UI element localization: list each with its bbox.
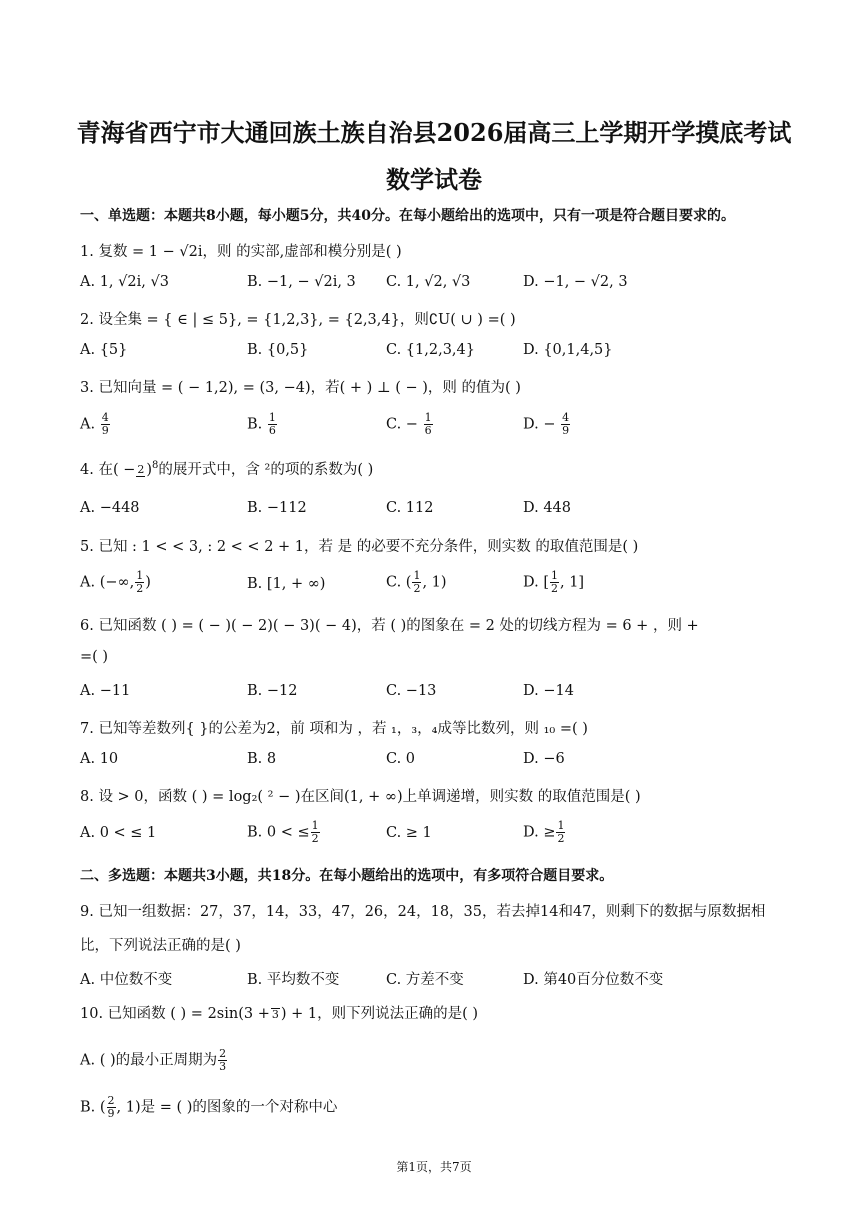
q1-option-b: B. −1, − √2i, 3 bbox=[247, 274, 356, 290]
fraction: 3 bbox=[271, 1007, 279, 1021]
q7-option-c: C. 0 bbox=[386, 751, 416, 767]
q4-option-d: D. 448 bbox=[523, 500, 572, 516]
fraction: $\frac{2}{3}$ bbox=[219, 1047, 227, 1073]
q9-option-d: D. 第40百分位数不变 bbox=[523, 972, 664, 988]
q9-option-a: A. 中位数不变 bbox=[80, 972, 173, 988]
fraction: $\frac{4}{9}$ bbox=[101, 411, 109, 437]
q4-option-b: B. −112 bbox=[247, 500, 307, 516]
exam-title: 青海省西宁市大通回族土族自治县2026届高三上学期开学摸底考试 bbox=[76, 118, 792, 147]
question-6: 6. 已知函数 ( ) = ( − )( − 2)( − 3)( − 4)，若 ( )的图象在 = 2 处的切线方程为 = 6 + ，则 + bbox=[80, 618, 699, 634]
q3-option-d: D. − $\frac{4}{9}$ bbox=[523, 411, 570, 437]
q8-option-c: C. ≥ 1 bbox=[386, 825, 432, 841]
fraction: $\frac{1}{2}$ bbox=[136, 569, 144, 595]
q2-option-b: B. {0,5} bbox=[247, 342, 309, 358]
q7-option-d: D. −6 bbox=[523, 751, 565, 767]
fraction: $\frac{1}{6}$ bbox=[268, 411, 276, 437]
fraction: $\frac{1}{2}$ bbox=[557, 819, 565, 845]
question-10: 10. 已知函数 ( ) = 2sin(3 + 3 ) + 1，则下列说法正确的是( ) bbox=[80, 1006, 479, 1022]
question-3: 3. 已知向量 = ( − 1,2), = (3, −4)，若( + ) ⊥ ( − )，则 的值为( ) bbox=[80, 380, 521, 396]
fraction: $\frac{1}{2}$ bbox=[413, 569, 421, 595]
q9-option-b: B. 平均数不变 bbox=[247, 972, 340, 988]
q2-option-a: A. {5} bbox=[80, 342, 128, 358]
question-2: 2. 设全集 = { ∈ | ≤ 5}, = {1,2,3}, = {2,3,4}，则∁U( ∪ ) =( ) bbox=[80, 312, 516, 328]
q10-option-b: B. ( $\frac{2}{9}$ , 1)是 = ( )的图象的一个对称中心 bbox=[80, 1094, 338, 1120]
q6-option-a: A. −11 bbox=[80, 683, 131, 699]
q3-option-b: B. $\frac{1}{6}$ bbox=[247, 411, 276, 437]
fraction: 2 bbox=[137, 462, 145, 476]
fraction: $\frac{4}{9}$ bbox=[562, 411, 570, 437]
question-1: 1. 复数 = 1 − √2i，则 的实部,虚部和模分别是( ) bbox=[80, 244, 402, 260]
q6-option-d: D. −14 bbox=[523, 683, 574, 699]
q1-option-c: C. 1, √2, √3 bbox=[386, 274, 471, 290]
q7-option-a: A. 10 bbox=[80, 751, 119, 767]
q8-option-a: A. 0 < ≤ 1 bbox=[80, 825, 157, 841]
question-5: 5. 已知 : 1 < < 3, : 2 < < 2 + 1，若 是 的必要不充分条件，则实数 的取值范围是( ) bbox=[80, 539, 639, 555]
question-9-cont: 比，下列说法正确的是( ) bbox=[80, 938, 241, 954]
q3-option-c: C. − $\frac{1}{6}$ bbox=[386, 411, 432, 437]
fraction: $\frac{1}{6}$ bbox=[424, 411, 432, 437]
q1-option-d: D. −1, − √2, 3 bbox=[523, 274, 628, 290]
q3-option-a: A. $\frac{4}{9}$ bbox=[80, 411, 109, 437]
q2-option-d: D. {0,1,4,5} bbox=[523, 342, 613, 358]
question-8: 8. 设 > 0，函数 ( ) = log₂( ² − )在区间(1, + ∞)上单调递增，则实数 的取值范围是( ) bbox=[80, 789, 641, 805]
page-footer: 第1页，共7页 bbox=[396, 1160, 472, 1174]
q6-option-b: B. −12 bbox=[247, 683, 298, 699]
exam-subtitle: 数学试卷 bbox=[386, 165, 482, 194]
q4-option-c: C. 112 bbox=[386, 500, 434, 516]
q8-option-b: B. 0 < ≤ $\frac{1}{2}$ bbox=[247, 819, 319, 845]
q10-option-a: A. ( )的最小正周期为 $\frac{2}{3}$ bbox=[80, 1047, 227, 1073]
q5-option-b: B. [1, + ∞) bbox=[247, 576, 326, 592]
section-single-choice-header: 一、单选题：本题共8小题，每小题5分，共40分。在每小题给出的选项中，只有一项是符合题目要求的。 bbox=[80, 208, 735, 224]
q5-option-a: A. (−∞, $\frac{1}{2}$ ) bbox=[80, 569, 151, 595]
q2-option-c: C. {1,2,3,4} bbox=[386, 342, 475, 358]
q9-option-c: C. 方差不变 bbox=[386, 972, 464, 988]
question-7: 7. 已知等差数列{ }的公差为2，前 项和为 ，若 ₁，₃，₄成等比数列，则 ₁₀ =( ) bbox=[80, 721, 588, 737]
question-4: 4. 在( − 2 )$^8$的展开式中，含 ²的项的系数为( ) bbox=[80, 460, 374, 478]
q6-option-c: C. −13 bbox=[386, 683, 437, 699]
fraction: $\frac{1}{2}$ bbox=[311, 819, 319, 845]
question-6-cont: =( ) bbox=[80, 649, 109, 665]
q5-option-c: C. ( $\frac{1}{2}$ , 1) bbox=[386, 569, 447, 595]
question-9: 9. 已知一组数据：27，37，14，33，47，26，24，18，35，若去掉14和47，则剩下的数据与原数据相 bbox=[80, 904, 766, 920]
fraction: $\frac{2}{9}$ bbox=[107, 1094, 115, 1120]
q5-option-d: D. [ $\frac{1}{2}$ , 1] bbox=[523, 569, 585, 595]
fraction: $\frac{1}{2}$ bbox=[550, 569, 558, 595]
section-multi-choice-header: 二、多选题：本题共3小题，共18分。在每小题给出的选项中，有多项符合题目要求。 bbox=[80, 868, 614, 884]
q4-option-a: A. −448 bbox=[80, 500, 140, 516]
q8-option-d: D. ≥ $\frac{1}{2}$ bbox=[523, 819, 565, 845]
q1-option-a: A. 1, √2i, √3 bbox=[80, 274, 169, 290]
q7-option-b: B. 8 bbox=[247, 751, 277, 767]
